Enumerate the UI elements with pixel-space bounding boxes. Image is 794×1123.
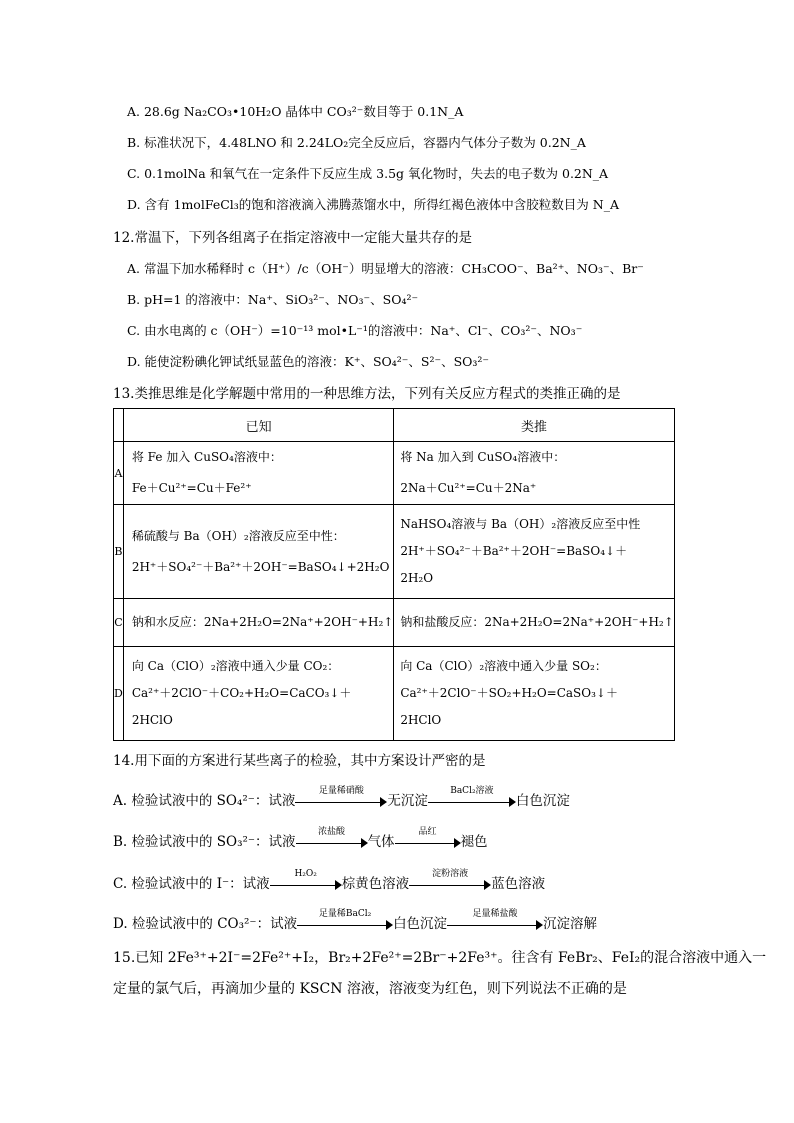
reaction-arrow: BaCl₂溶液 xyxy=(428,795,516,809)
header-known: 已知 xyxy=(123,409,393,442)
q15-stem-line2: 定量的氯气后，再滴加少量的 KSCN 溶液，溶液变为红色，则下列说法不正确的是 xyxy=(113,981,627,997)
q12-stem: 12.常温下，下列各组离子在指定溶液中一定能大量共存的是 xyxy=(113,230,472,246)
row-label: A xyxy=(114,442,124,505)
q14-option-a: A. 检验试液中的 SO₄²⁻：试液 足量稀硝酸 无沉淀 BaCl₂溶液 白色沉淀 xyxy=(113,785,570,809)
infer-cell: 向 Ca（ClO）₂溶液中通入少量 SO₂： Ca²⁺＋2ClO⁻＋SO₂+H₂O=CaSO₃↓＋ 2HClO xyxy=(394,647,674,741)
q14-option-c: C. 检验试液中的 I⁻：试液 H₂O₂ 棕黄色溶液 淀粉溶液 蓝色溶液 xyxy=(113,868,546,892)
table-row xyxy=(114,442,675,505)
table-header-row xyxy=(114,409,675,442)
q14-option-d: D. 检验试液中的 CO₃²⁻：试液 足量稀BaCl₂ 白色沉淀 足量稀盐酸 沉淀溶解 xyxy=(113,908,598,932)
reaction-arrow: 足量稀BaCl₂ xyxy=(297,918,393,932)
known-cell: 钠和水反应：2Na+2H₂O=2Na⁺+2OH⁻+H₂↑ xyxy=(123,599,393,647)
table-row xyxy=(114,505,675,599)
reaction-arrow: 浓盐酸 xyxy=(296,836,368,850)
q12-option-c: C. 由水电离的 c（OH⁻）=10⁻¹³ mol•L⁻¹的溶液中：Na⁺、Cl⁻、CO₃²⁻、NO₃⁻ xyxy=(127,323,583,338)
infer-cell: NaHSO₄溶液与 Ba（OH）₂溶液反应至中性 2H⁺＋SO₄²⁻＋Ba²⁺＋2OH⁻=BaSO₄↓＋ 2H₂O xyxy=(394,505,674,599)
q14-stem: 14.用下面的方案进行某些离子的检验，其中方案设计严密的是 xyxy=(113,753,486,769)
known-cell: 向 Ca（ClO）₂溶液中通入少量 CO₂： Ca²⁺＋2ClO⁻＋CO₂+H₂O=CaCO₃↓＋ 2HClO xyxy=(123,647,393,741)
row-label: B xyxy=(114,505,124,599)
reaction-arrow: 淀粉溶液 xyxy=(409,878,491,892)
q14-option-b: B. 检验试液中的 SO₃²⁻：试液 浓盐酸 气体 品红 褪色 xyxy=(113,826,488,850)
reaction-arrow: H₂O₂ xyxy=(270,878,342,892)
reaction-arrow: 足量稀硝酸 xyxy=(295,795,387,809)
q11-option-b: B. 标准状况下，4.48LNO 和 2.24LO₂完全反应后，容器内气体分子数为 0.2N_A xyxy=(127,135,586,150)
infer-cell: 钠和盐酸反应：2Na+2H₂O=2Na⁺+2OH⁻+H₂↑ xyxy=(394,599,674,647)
known-cell: 将 Fe 加入 CuSO₄溶液中： Fe＋Cu²⁺=Cu＋Fe²⁺ xyxy=(123,442,393,505)
reaction-arrow: 品红 xyxy=(395,836,461,850)
q12-option-d: D. 能使淀粉碘化钾试纸显蓝色的溶液：K⁺、SO₄²⁻、S²⁻、SO₃²⁻ xyxy=(127,354,489,369)
row-label: D xyxy=(114,647,124,741)
header-infer: 类推 xyxy=(394,409,674,442)
reaction-arrow: 足量稀盐酸 xyxy=(447,918,543,932)
q13-stem: 13.类推思维是化学解题中常用的一种思维方法，下列有关反应方程式的类推正确的是 xyxy=(113,386,621,402)
q12-option-b: B. pH=1 的溶液中：Na⁺、SiO₃²⁻、NO₃⁻、SO₄²⁻ xyxy=(127,292,419,307)
known-cell: 稀硫酸与 Ba（OH）₂溶液反应至中性： 2H⁺＋SO₄²⁻＋Ba²⁺＋2OH⁻=BaSO₄↓+2H₂O xyxy=(123,505,393,599)
infer-cell: 将 Na 加入到 CuSO₄溶液中： 2Na＋Cu²⁺=Cu＋2Na⁺ xyxy=(394,442,674,505)
q12-option-a: A. 常温下加水稀释时 c（H⁺）/c（OH⁻）明显增大的溶液：CH₃COO⁻、Ba²⁺、NO₃⁻、Br⁻ xyxy=(127,261,644,276)
table-row xyxy=(114,599,675,647)
q11-option-d: D. 含有 1molFeCl₃的饱和溶液滴入沸腾蒸馏水中，所得红褐色液体中含胶粒数目为 N_A xyxy=(127,197,619,212)
row-label: C xyxy=(114,599,124,647)
q11-option-c: C. 0.1molNa 和氧气在一定条件下反应生成 3.5g 氧化物时，失去的电子数为 0.2N_A xyxy=(127,166,609,181)
q15-stem-line1: 15.已知 2Fe³⁺+2I⁻=2Fe²⁺+I₂，Br₂+2Fe²⁺=2Br⁻+2Fe³⁺。往含有 FeBr₂、FeI₂的混合溶液中通入一 xyxy=(113,950,767,966)
q11-option-a: A. 28.6g Na₂CO₃•10H₂O 晶体中 CO₃²⁻数目等于 0.1N_A xyxy=(127,104,464,119)
analogy-table xyxy=(113,408,675,741)
table-row xyxy=(114,647,675,741)
